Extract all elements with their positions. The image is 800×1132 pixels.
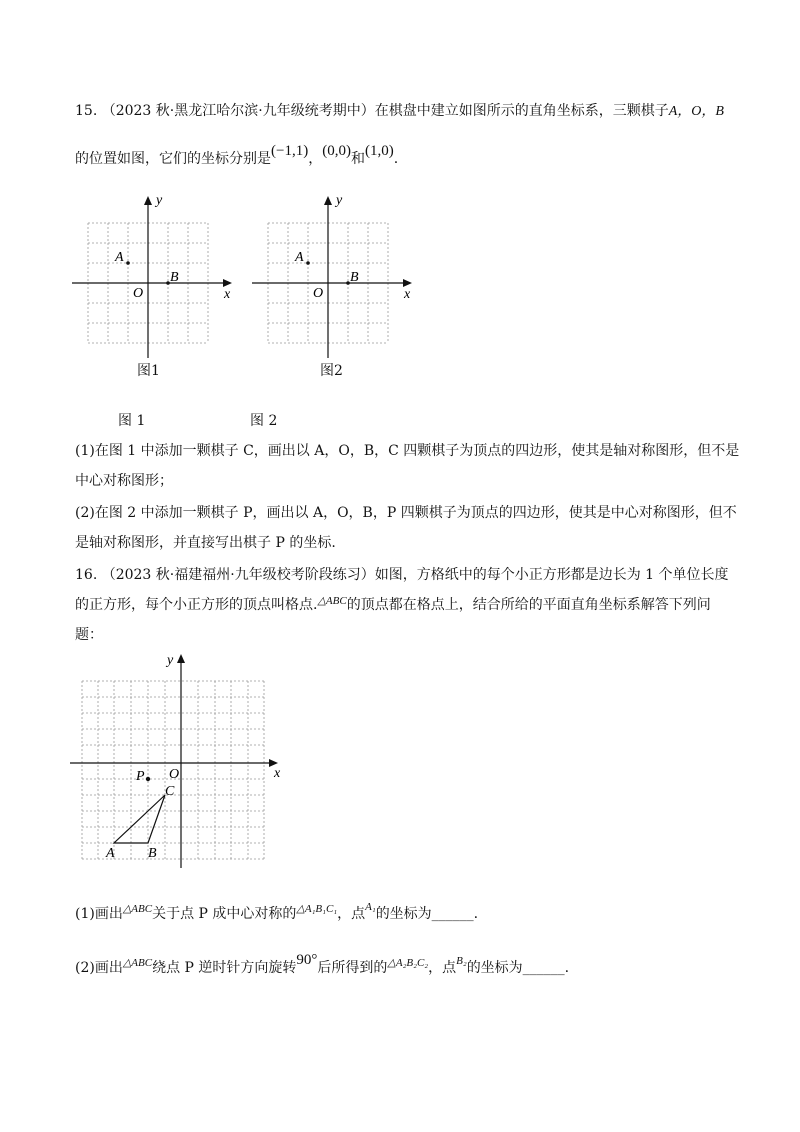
q15-part2-line1: (2)在图 2 中添加一颗棋子 P，画出以 A，O，B，P 四颗棋子为顶点的四边形，使其是中心对称图形，但不 — [75, 505, 737, 521]
fig2-y-label: y — [336, 193, 343, 208]
fig1-o-label: O — [133, 286, 144, 301]
q16-part1 — [75, 903, 478, 923]
q16-angle: 90° — [296, 952, 318, 968]
q15-part1-line1: (1)在图 1 中添加一颗棋子 C，画出以 A，O，B，C 四颗棋子为顶点的四边形，使其是轴对称图形，但不是 — [75, 443, 740, 459]
q16-part2-mid2: 后所得到的 — [317, 960, 388, 976]
q16-part1-mid: 关于点 P 成中心对称的 — [152, 906, 297, 922]
fig1-a-label: A — [115, 250, 124, 265]
q16-p-label: P — [136, 769, 145, 784]
caption-a: 图 1 — [118, 413, 146, 429]
fig1-b-label: B — [170, 270, 179, 285]
q15-sep1: ， — [308, 151, 323, 167]
q16-part2 — [75, 952, 570, 977]
q16-line2-prefix: 的正方形，每个小正方形的顶点叫格点. — [75, 597, 318, 613]
q16-part2-tri: △ABC — [122, 957, 153, 969]
q16-part1-tri: △ABC — [122, 903, 153, 915]
q15-coord-b: (1,0) — [364, 143, 394, 159]
q16-line2 — [75, 594, 711, 614]
q15-part1-line2: 中心对称图形； — [75, 473, 173, 489]
q15-line1-vars: A，O，B — [668, 104, 724, 119]
q16-part2-tri2: △A₂B₂C₂ — [387, 957, 429, 969]
q16-y-label: y — [167, 653, 174, 668]
q16-a-label: A — [106, 846, 115, 861]
q16-b-label: B — [148, 846, 157, 861]
fig1-y-label: y — [156, 193, 163, 208]
q16-part1-point: A₁ — [365, 901, 376, 913]
q15-part2-line2: 是轴对称图形，并直接写出棋子 P 的坐标. — [75, 535, 336, 551]
fig2-b-label: B — [350, 270, 359, 285]
fig2-a-label: A — [295, 250, 304, 265]
q16-part1-suffix: 的坐标为______. — [375, 906, 479, 922]
q15-line1 — [75, 100, 724, 120]
q15-line1-text: 15. （2023 秋·黑龙江哈尔滨·九年级统考期中）在棋盘中建立如图所示的直角坐标系，三颗棋子 — [75, 103, 669, 119]
q16-part2-prefix: (2)画出 — [75, 960, 123, 976]
q15-line2 — [75, 143, 399, 168]
fig2-caption: 图2 — [320, 363, 343, 379]
q16-part1-tri1: △A₁B₁C₁ — [296, 903, 338, 915]
fig2-x-label: x — [404, 287, 411, 302]
fig2-o-label: O — [313, 286, 324, 301]
q16-o-label: O — [169, 767, 180, 782]
q15-coord-a: (−1,1) — [271, 143, 309, 159]
caption-b: 图 2 — [250, 413, 278, 429]
q16-part2-point: B₂ — [456, 955, 467, 967]
q15-end: . — [393, 151, 399, 167]
q15-line2-prefix: 的位置如图，它们的坐标分别是 — [75, 151, 271, 167]
q15-figure-1 — [60, 190, 240, 360]
q16-part1-prefix: (1)画出 — [75, 906, 123, 922]
q16-part2-comma: ，点 — [428, 960, 457, 976]
q16-x-label: x — [274, 766, 281, 781]
q16-line3: 题： — [75, 627, 103, 643]
q16-triangle: △ABC — [317, 595, 347, 607]
q16-line2-suffix: 的顶点都在格点上，结合所给的平面直角坐标系解答下列问 — [346, 597, 711, 613]
q15-figure-2 — [240, 190, 420, 360]
q16-part1-comma: ，点 — [337, 906, 366, 922]
q15-coord-o: (0,0) — [322, 143, 351, 159]
q16-c-label: C — [165, 784, 175, 799]
q16-part2-mid: 绕点 P 逆时针方向旋转 — [152, 960, 297, 976]
q16-figure — [66, 650, 286, 870]
fig1-caption: 图1 — [137, 363, 160, 379]
fig1-x-label: x — [224, 287, 231, 302]
q16-part2-suffix: 的坐标为______. — [466, 960, 570, 976]
q16-line1: 16. （2023 秋·福建福州·九年级校考阶段练习）如图，方格纸中的每个小正方形都是边长为 1 个单位长度 — [75, 567, 729, 583]
q15-sep2: 和 — [350, 151, 365, 167]
